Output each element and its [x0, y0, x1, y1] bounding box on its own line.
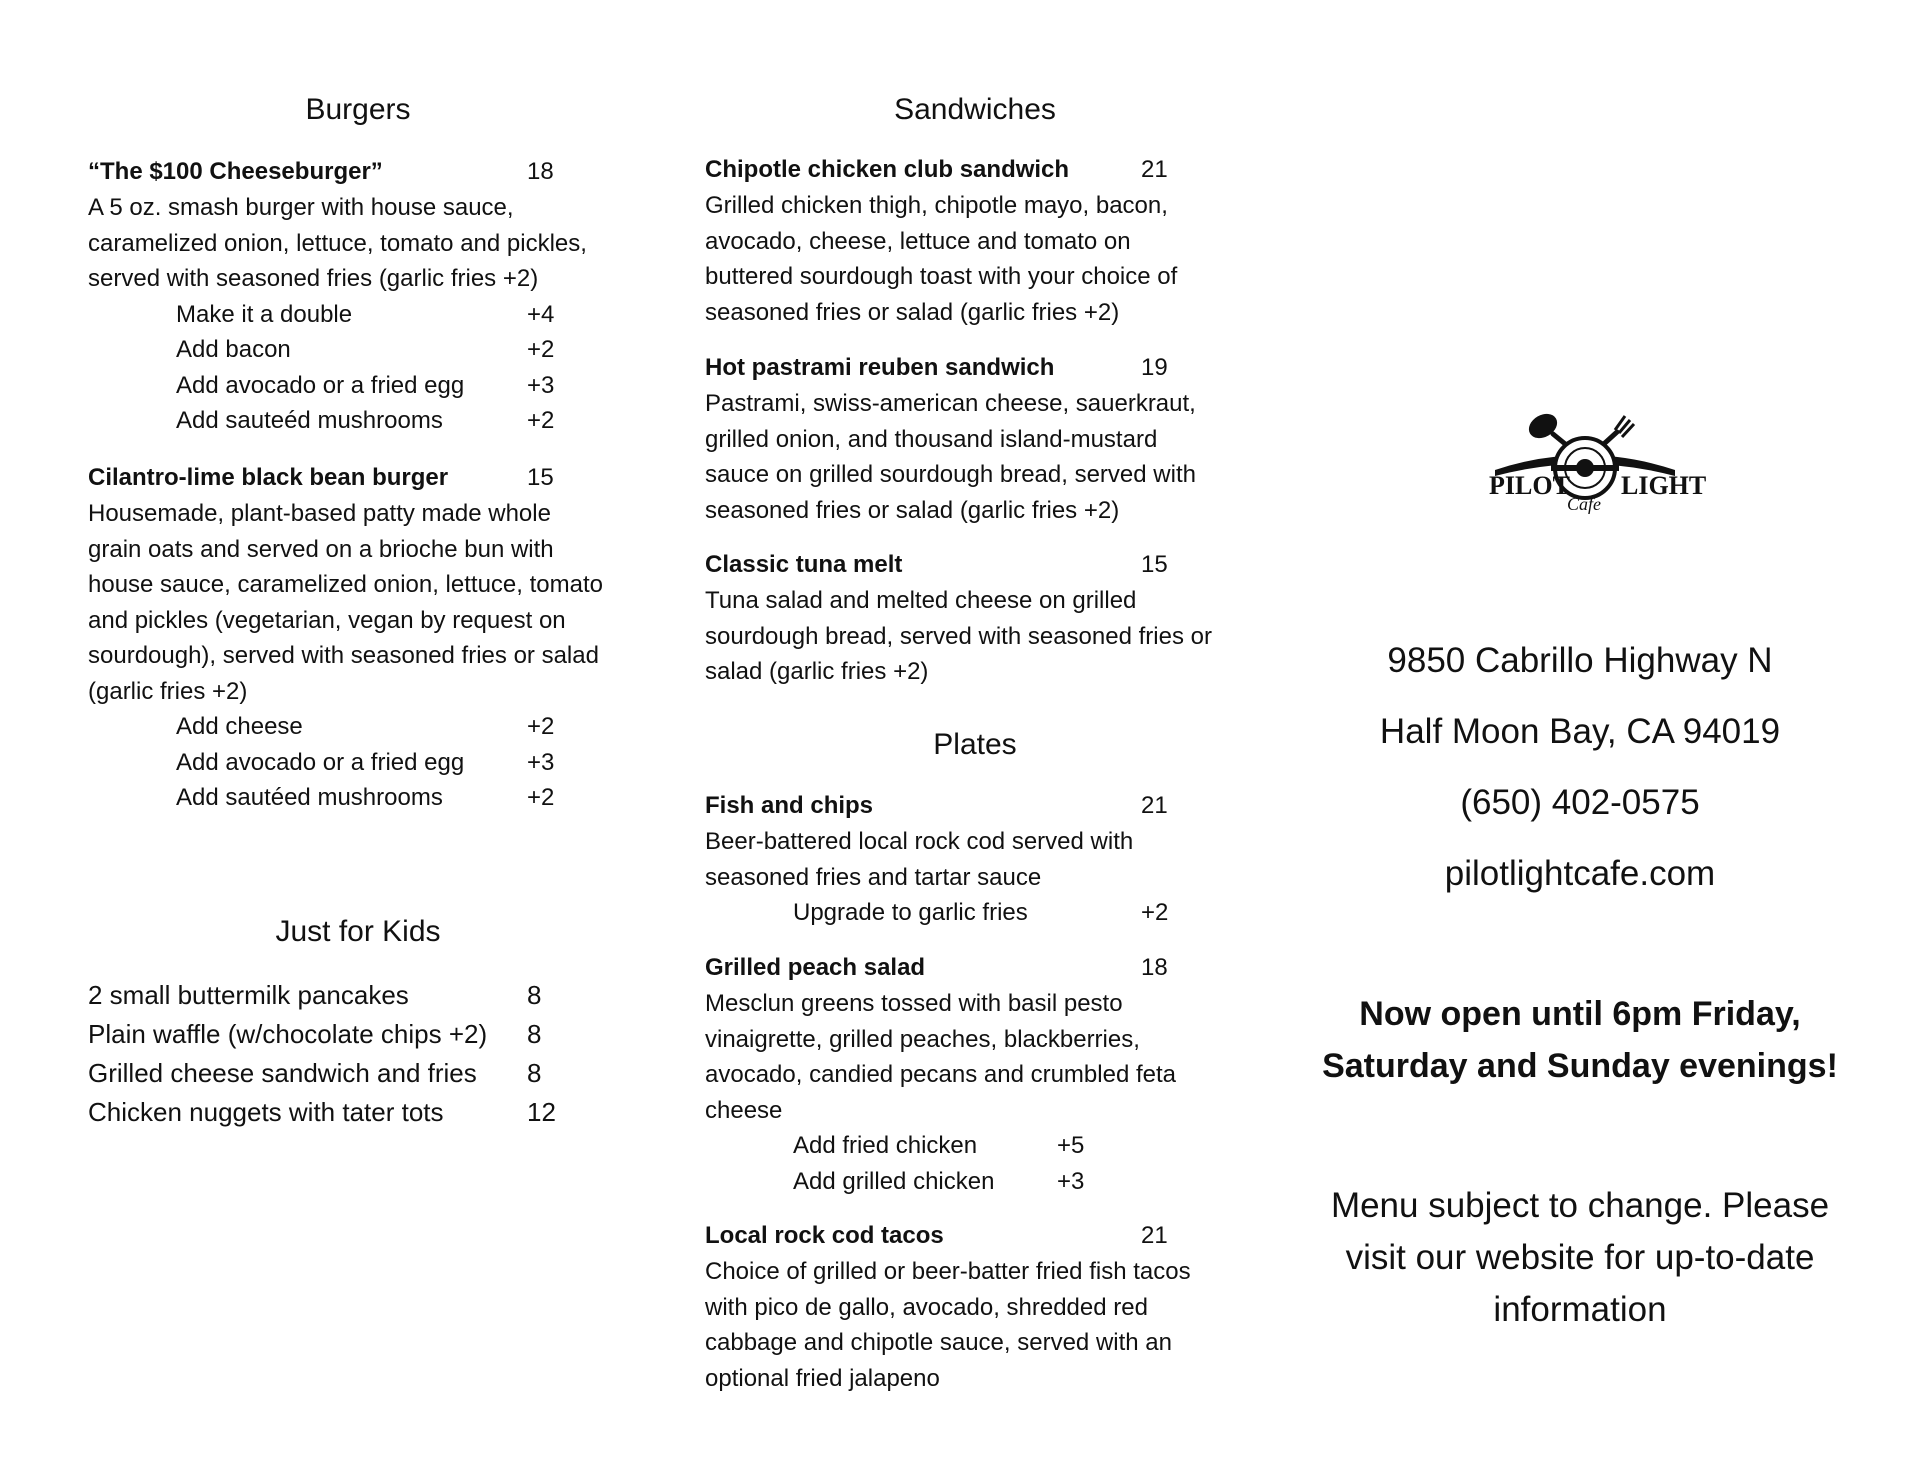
kids-item-price: 8 [527, 980, 542, 1010]
item-description: A 5 oz. smash burger with house sauce, caramelized onion, lettuce, tomato and pickles, served with seasoned fries (garlic fries +2) [88, 194, 587, 292]
addon-label: Add sautéed mushrooms [176, 784, 443, 811]
address-line-1: 9850 Cabrillo Highway N [1387, 641, 1773, 680]
addon-price: +2 [527, 407, 555, 434]
addon-price: +2 [527, 713, 555, 740]
kids-item-name: Plain waffle (w/chocolate chips +2) [88, 1019, 488, 1049]
kids-title: Just for Kids [275, 915, 441, 948]
addon-label: Add sauteéd mushrooms [176, 407, 443, 434]
addon-price: +4 [527, 300, 555, 328]
sandwiches-title: Sandwiches [894, 93, 1056, 126]
item-description: Grilled chicken thigh, chipotle mayo, bacon, avocado, cheese, lettuce and tomato on buttered sourdough toast with your choice of seasoned fries or salad (garlic fries +2) [705, 192, 1178, 326]
addon-row [705, 1164, 1245, 1200]
item-name: Hot pastrami reuben sandwich [705, 354, 1055, 381]
website-link[interactable]: pilotlightcafe.com [1444, 854, 1716, 893]
hours-promo: Now open until 6pm Friday, Saturday and Sunday evenings! [1322, 995, 1838, 1085]
burgers-title: Burgers [305, 93, 411, 126]
item-price: 15 [527, 464, 554, 491]
addon-price: +2 [1141, 899, 1169, 926]
item-price: 18 [527, 158, 554, 185]
kids-item-name: 2 small buttermilk pancakes [88, 980, 409, 1010]
addon-row [88, 332, 628, 368]
menu-item-tuna-melt [705, 547, 1245, 690]
addon-label: Make it a double [176, 300, 353, 328]
kids-item-name: Chicken nuggets with tater tots [88, 1097, 444, 1127]
addon-label: Upgrade to garlic fries [793, 899, 1028, 926]
menu-item-rock-cod-tacos [705, 1218, 1245, 1396]
addon-row [88, 745, 628, 781]
item-name: Cilantro-lime black bean burger [88, 464, 449, 491]
plates-title: Plates [933, 728, 1017, 761]
addon-row [705, 1128, 1245, 1164]
addon-row [705, 895, 1245, 931]
kids-item-price: 12 [527, 1097, 556, 1127]
addon-price: +5 [1057, 1132, 1085, 1159]
item-description: Beer-battered local rock cod served with seasoned fries and tartar sauce [705, 828, 1134, 891]
addon-row [88, 297, 628, 333]
menu-note: Menu subject to change. Please visit our website for up-to-date information [1330, 1186, 1830, 1329]
item-description: Mesclun greens tossed with basil pesto vinaigrette, grilled peaches, blackberries, avocado, candied pecans and crumbled feta cheese [705, 990, 1176, 1124]
item-price: 21 [1141, 156, 1168, 183]
item-name: Grilled peach salad [705, 954, 926, 981]
item-name: Fish and chips [705, 792, 874, 819]
contact-info [1310, 625, 1850, 909]
item-description: Pastrami, swiss-american cheese, sauerkraut, grilled onion, and thousand island-mustard sauce on grilled sourdough bread, served with seasoned fries or salad (garlic fries +2) [705, 390, 1196, 524]
addon-label: Add grilled chicken [793, 1167, 995, 1195]
item-name: Local rock cod tacos [705, 1222, 944, 1249]
menu-item-fish-and-chips [705, 788, 1245, 931]
item-description: Housemade, plant-based patty made whole grain oats and served on a brioche bun with house sauce, caramelized onion, lettuce, tomato and pickles (vegetarian, vegan by request on sourdough), served with seasoned fries or salad (garlic fries +2) [88, 500, 603, 705]
item-price: 19 [1141, 354, 1168, 381]
address-line-2: Half Moon Bay, CA 94019 [1379, 712, 1781, 751]
item-name: “The $100 Cheeseburger” [88, 158, 383, 185]
kids-item-name: Grilled cheese sandwich and fries [88, 1058, 477, 1088]
item-description: Tuna salad and melted cheese on grilled sourdough bread, served with seasoned fries or salad (garlic fries +2) [705, 587, 1212, 685]
addon-price: +3 [1057, 1167, 1085, 1195]
phone-number: (650) 402-0575 [1460, 783, 1700, 822]
addon-label: Add bacon [176, 336, 291, 363]
addon-row [88, 709, 628, 745]
kids-item-price: 8 [527, 1058, 542, 1088]
addon-label: Add fried chicken [793, 1132, 978, 1159]
addon-row [88, 403, 628, 439]
item-description: Choice of grilled or beer-batter fried fish tacos with pico de gallo, avocado, shredded red cabbage and chipotle sauce, served with an optional fried jalapeno [705, 1258, 1191, 1392]
addon-label: Add cheese [176, 713, 303, 740]
item-price: 18 [1141, 954, 1168, 981]
kids-list [88, 976, 628, 1132]
item-price: 21 [1141, 1222, 1168, 1249]
addon-price: +3 [527, 371, 555, 399]
menu-item-pastrami-reuben [705, 350, 1245, 528]
kids-item [88, 976, 628, 1015]
addon-label: Add avocado or a fried egg [176, 748, 465, 776]
svg-text:Cafe: Cafe [1567, 494, 1601, 514]
kids-item [88, 1015, 628, 1054]
addon-price: +2 [527, 784, 555, 811]
pilot-light-cafe-logo [1475, 400, 1707, 520]
svg-text:LIGHT: LIGHT [1621, 471, 1707, 500]
item-name: Classic tuna melt [705, 551, 903, 578]
item-name: Chipotle chicken club sandwich [705, 156, 1070, 183]
addon-row [88, 368, 628, 404]
addon-label: Add avocado or a fried egg [176, 371, 465, 399]
item-price: 15 [1141, 551, 1168, 578]
kids-item [88, 1054, 628, 1093]
addon-price: +3 [527, 748, 555, 776]
menu-item-black-bean-burger [88, 460, 628, 816]
menu-item-cheeseburger [88, 154, 628, 439]
addon-price: +2 [527, 336, 555, 363]
kids-item-price: 8 [527, 1019, 542, 1049]
svg-text:PILOT: PILOT [1489, 471, 1570, 500]
menu-item-chipotle-club [705, 152, 1245, 330]
menu-item-peach-salad [705, 950, 1245, 1199]
item-price: 21 [1141, 792, 1168, 819]
kids-item [88, 1093, 628, 1132]
addon-row [88, 780, 628, 816]
